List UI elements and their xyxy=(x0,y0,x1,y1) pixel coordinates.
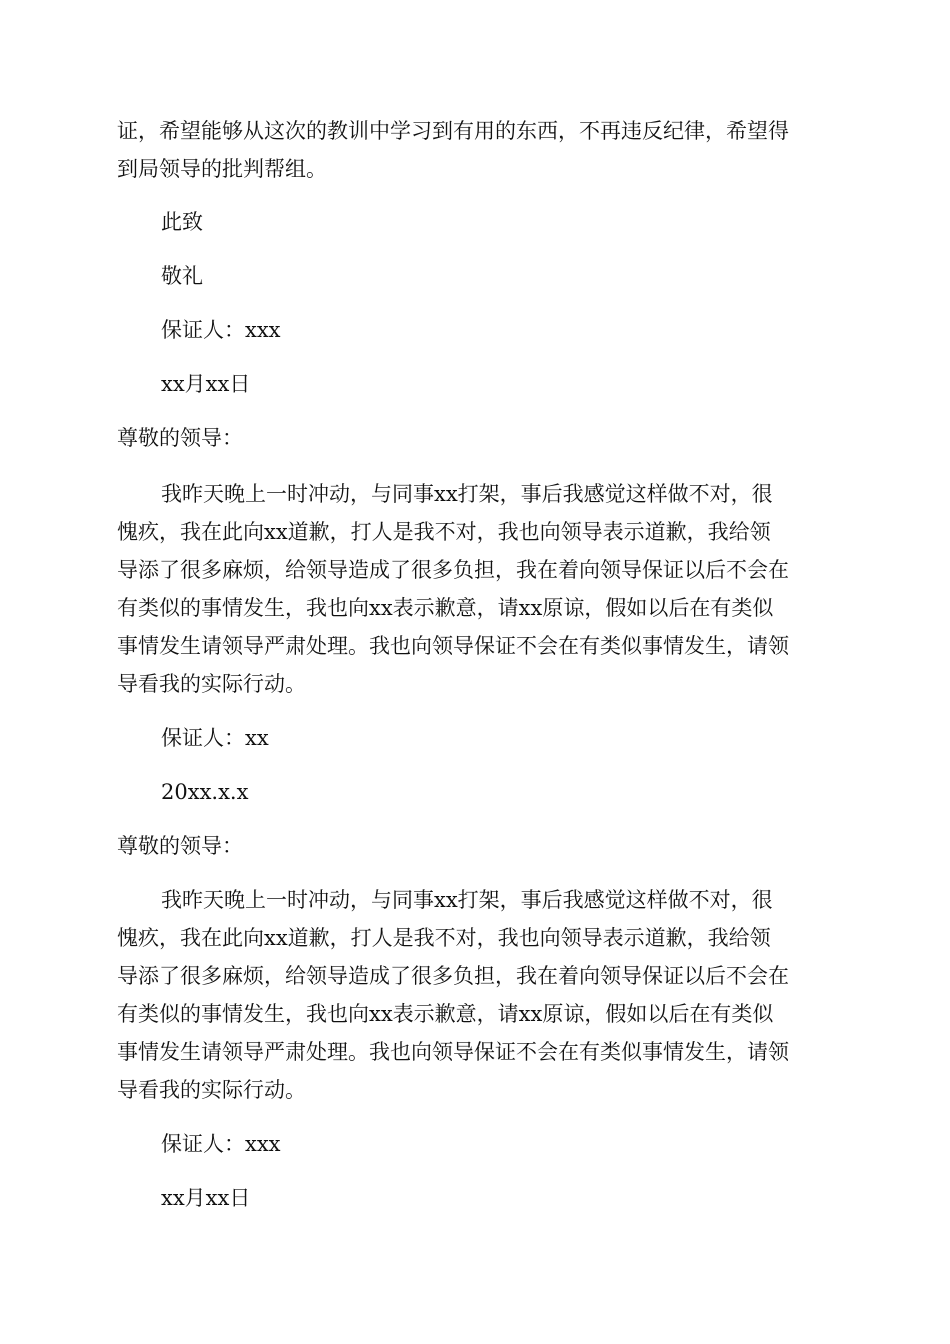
signature-date: xx月xx日 xyxy=(161,372,251,396)
body-text-line: 愧疚，我在此向xx道歉，打人是我不对，我也向领导表示道歉，我给领 xyxy=(117,926,771,950)
body-text-line: 导看我的实际行动。 xyxy=(117,672,306,696)
signature-guarantor: 保证人：xxx xyxy=(161,318,281,342)
closing-salutation: 此致 xyxy=(161,210,203,234)
body-text-line: 到局领导的批判帮组。 xyxy=(117,157,327,181)
body-text-line: 有类似的事情发生，我也向xx表示歉意，请xx原谅，假如以后在有类似 xyxy=(117,596,774,620)
body-text-line: 我昨天晚上一时冲动，与同事xx打架，事后我感觉这样做不对，很 xyxy=(161,482,773,506)
signature-date: 20xx.x.x xyxy=(161,780,249,804)
body-text-line: 导看我的实际行动。 xyxy=(117,1078,306,1102)
closing-regards: 敬礼 xyxy=(161,264,203,288)
letter-greeting: 尊敬的领导： xyxy=(117,834,243,858)
body-text-line: 导添了很多麻烦，给领导造成了很多负担，我在着向领导保证以后不会在 xyxy=(117,558,789,582)
body-text-line: 我昨天晚上一时冲动，与同事xx打架，事后我感觉这样做不对，很 xyxy=(161,888,773,912)
body-text-line: 愧疚，我在此向xx道歉，打人是我不对，我也向领导表示道歉，我给领 xyxy=(117,520,771,544)
body-text-line: 事情发生请领导严肃处理。我也向领导保证不会在有类似事情发生，请领 xyxy=(117,1040,789,1064)
signature-guarantor: 保证人：xx xyxy=(161,726,269,750)
body-text-line: 证，希望能够从这次的教训中学习到有用的东西，不再违反纪律，希望得 xyxy=(117,119,789,143)
body-text-line: 导添了很多麻烦，给领导造成了很多负担，我在着向领导保证以后不会在 xyxy=(117,964,789,988)
body-text-line: 事情发生请领导严肃处理。我也向领导保证不会在有类似事情发生，请领 xyxy=(117,634,789,658)
body-text-line: 有类似的事情发生，我也向xx表示歉意，请xx原谅，假如以后在有类似 xyxy=(117,1002,774,1026)
letter-greeting: 尊敬的领导： xyxy=(117,426,243,450)
signature-guarantor: 保证人：xxx xyxy=(161,1132,281,1156)
signature-date: xx月xx日 xyxy=(161,1186,251,1210)
